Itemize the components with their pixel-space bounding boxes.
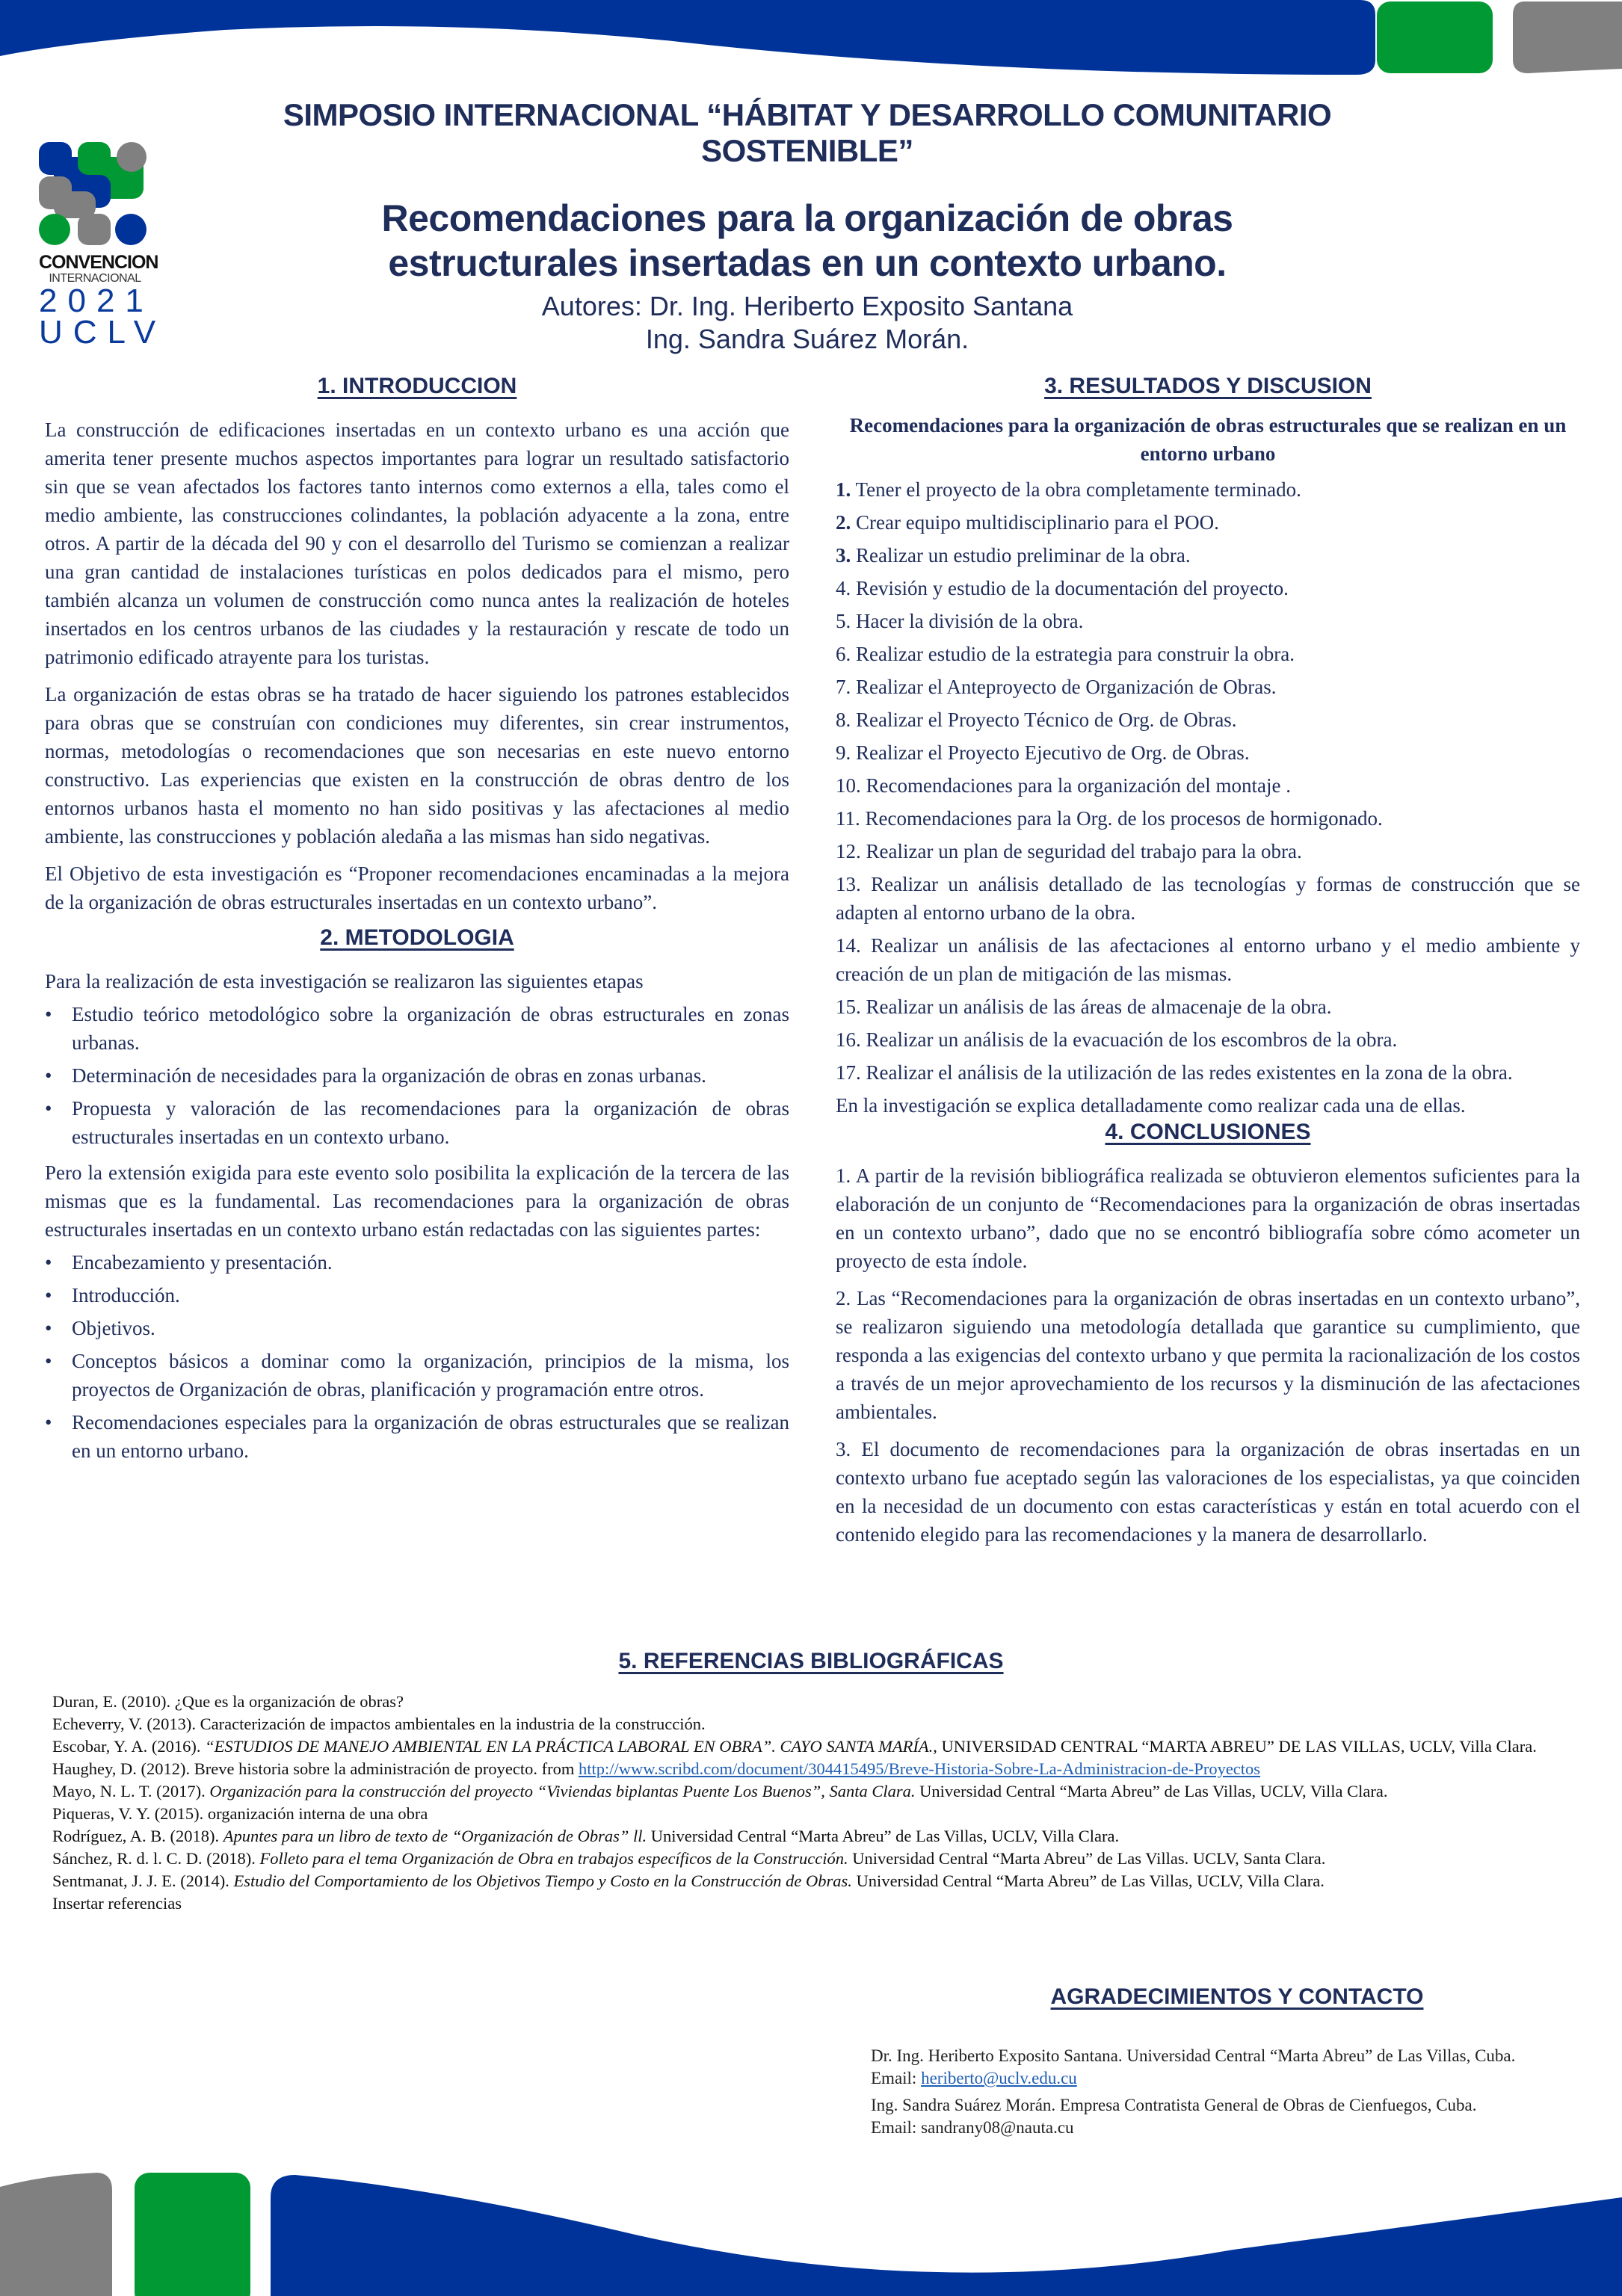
reference-text: Insertar referencias [52, 1894, 182, 1913]
poster-title-line1: Recomendaciones para la organización de obras [381, 197, 1233, 239]
recommendation-number: 10. [836, 774, 861, 797]
recommendation-number: 14. [836, 934, 861, 957]
method-paragraph: Pero la extensión exigida para este evento solo posibilita la explicación de la tercera de las mismas que es la fundamental. Las recomendaciones para la organización de obras estructurales insertadas en un contexto urbano están redactadas con las siguientes partes: [45, 1161, 789, 1241]
recommendation-item [836, 607, 1580, 635]
conclusion-item: 2. Las “Recomendaciones para la organización de obras insertadas en un contexto urbano”, se realizaron siguiendo una metodología detallada que garantice su cumplimiento, que responda a las exigencias del contexto urbano y que permita la racionalización de los costos a través de un mejor aprovechamiento de los recursos y la disminución de las afectaciones ambientales. [836, 1287, 1580, 1423]
contact-info [871, 2045, 1603, 2144]
recommendation-item [836, 508, 1580, 537]
reference-text: Escobar, Y. A. (2016). [52, 1737, 206, 1756]
reference-text: Sentmanat, J. J. E. (2014). [52, 1871, 234, 1890]
recommendation-number: 8. [836, 709, 851, 731]
email2-text: sandrany08@nauta.cu [921, 2118, 1074, 2137]
intro-objective: El Objetivo de esta investigación es “Proponer recomendaciones encaminadas a la mejora de la organización de obras estructurales insertadas en un contexto urbano”. [45, 862, 789, 913]
reference-publisher: , UNIVERSIDAD CENTRAL “MARTA ABREU” DE LAS VILLAS, UCLV, Villa Clara. [933, 1737, 1537, 1756]
reference-link[interactable]: http://www.scribd.com/document/304415495/Breve-Historia-Sobre-La-Administracion-de-Proyectos [578, 1759, 1261, 1778]
recommendation-number: 2. [836, 511, 851, 534]
recommendation-item [836, 931, 1580, 988]
logo-text-convencion: CONVENCION [39, 252, 158, 273]
method-part-item: • Objetivos. [45, 1314, 789, 1342]
reference-text: Echeverry, V. (2013). Caracterización de impactos ambientales en la industria de la construcción. [52, 1715, 706, 1733]
recommendation-text: Realizar el análisis de la utilización de las redes existentes en la zona de la obra. [860, 1061, 1513, 1084]
method-stage-item: • Determinación de necesidades para la organización de obras en zonas urbanas. [45, 1061, 789, 1090]
recommendation-item [836, 475, 1580, 504]
reference-item [52, 1870, 1577, 1892]
recommendation-text: Crear equipo multidisciplinario para el POO. [851, 511, 1219, 534]
contact-heading: AGRADECIMIENTOS Y CONTACTO [1050, 1984, 1424, 2009]
results-heading: 3. RESULTADOS Y DISCUSION [1044, 374, 1372, 398]
recommendation-item [836, 837, 1580, 865]
recommendation-text: Recomendaciones para la organización del montaje . [860, 774, 1292, 797]
references-list [52, 1691, 1577, 1915]
recommendation-text: Realizar el Anteproyecto de Organización de Obras. [851, 676, 1277, 698]
recommendation-item [836, 1058, 1580, 1087]
intro-paragraph: La organización de estas obras se ha tratado de hacer siguiendo los patrones establecidos para obras que se construían con condiciones muy diferentes, sin crear instrumentos, normas, metodologías o recomendaciones que son necesarias en este nuevo entorno constructivo. Las experiencias que existen en la construcción de obras dentro de los entornos urbanos hasta el momento no han sido positivas y las afectaciones al medio ambiente, las construcciones y población aledaña a las mismas han sido negativas. [45, 683, 789, 848]
logo-text-internacional: INTERNACIONAL [49, 272, 141, 285]
symposium-title [224, 97, 1390, 169]
recommendation-number: 3. [836, 544, 851, 567]
reference-item [52, 1825, 1577, 1848]
recommendation-item [836, 706, 1580, 734]
method-part-item: • Introducción. [45, 1281, 789, 1309]
references-heading: 5. REFERENCIAS BIBLIOGRÁFICAS [618, 1649, 1004, 1673]
conclusions-heading: 4. CONCLUSIONES [1105, 1120, 1311, 1144]
recommendation-text: Tener el proyecto de la obra completamente terminado. [851, 478, 1301, 501]
reference-item [52, 1713, 1577, 1735]
recommendation-item [836, 771, 1580, 800]
method-stages-list [45, 1000, 789, 1151]
recommendation-text: Hacer la división de la obra. [851, 610, 1084, 632]
convention-logo [39, 142, 167, 351]
method-stage-item: • Propuesta y valoración de las recomendaciones para la organización de obras estructurales insertadas en un contexto urbano. [45, 1094, 789, 1151]
results-subheading: Recomendaciones para la organización de obras estructurales que se realizan en un entorno urbano [849, 414, 1567, 465]
symposium-title-line1: SIMPOSIO INTERNACIONAL “HÁBITAT Y DESARROLLO COMUNITARIO [283, 97, 1332, 132]
authors-line1: Autores: Dr. Ing. Heriberto Exposito Santana [541, 291, 1073, 321]
method-part-item: • Encabezamiento y presentación. [45, 1248, 789, 1277]
recommendation-text: Recomendaciones para la Org. de los procesos de hormigonado. [860, 807, 1383, 830]
reference-publisher: Universidad Central “Marta Abreu” de Las Villas, UCLV, Villa Clara. [851, 1871, 1325, 1890]
reference-item [52, 1780, 1577, 1803]
contact-email1-row [871, 2067, 1603, 2090]
intro-paragraph: La construcción de edificaciones insertadas en un contexto urbano es una acción que amerita tener presente muchos aspectos importantes para lograr un resultado satisfactorio sin que se vean afectados los factores tanto internos como externos a ella, tales como el medio ambiente, las construcciones colindantes, la población adyacente a la zona, entre otros. A partir de la década del 90 y con el desarrollo del Turismo se comienzan a realizar una gran cantidad de instalaciones turísticas en polos dedicados para el mismo, pero también alcanza un volumen de construcción como nunca antes la realización de hoteles insertados en los centros urbanos de las ciudades y la restauración y rescate de todo un patrimonio edificado atrayente para los turistas. [45, 419, 789, 668]
recommendation-text: Realizar un análisis de las áreas de almacenaje de la obra. [860, 996, 1332, 1018]
reference-item [52, 1691, 1577, 1713]
conclusion-item: 3. El documento de recomendaciones para la organización de obras insertadas en un contexto urbano fue aceptado según las valoraciones de los especialistas, ya que coinciden en la necesidad de un documento con estas características y están en total acuerdo con el contenido elegido para las recomendaciones y la manera de desarrollarlo. [836, 1438, 1580, 1546]
right-column [836, 374, 1580, 1558]
method-parts-list [45, 1248, 789, 1465]
recommendation-text: Realizar un análisis de las afectaciones al entorno urbano y el medio ambiente y creación de un plan de mitigación de las mismas. [836, 934, 1580, 985]
poster-title-line2: estructurales insertadas en un contexto urbano. [388, 242, 1227, 284]
recommendation-item [836, 541, 1580, 570]
reference-title: Organización para la construcción del proyecto “Viviendas biplantas Puente Los Buenos”, Santa Clara. [209, 1782, 916, 1800]
top-green-block [1377, 1, 1493, 73]
reference-publisher: Universidad Central “Marta Abreu” de Las Villas, UCLV, Villa Clara. [915, 1782, 1388, 1800]
recommendation-text: Realizar un análisis de la evacuación de los escombros de la obra. [860, 1028, 1398, 1051]
reference-item [52, 1848, 1577, 1870]
results-closing: En la investigación se explica detalladamente como realizar cada una de ellas. [836, 1094, 1466, 1117]
recommendation-item [836, 640, 1580, 668]
contact-email2-row [871, 2117, 1603, 2139]
reference-item [52, 1758, 1577, 1780]
contact-author1: Dr. Ing. Heriberto Exposito Santana. Universidad Central “Marta Abreu” de Las Villas, Cuba. [871, 2046, 1516, 2065]
poster-title [224, 196, 1390, 286]
recommendation-text: Realizar estudio de la estrategia para construir la obra. [851, 643, 1295, 665]
recommendation-number: 16. [836, 1028, 861, 1051]
reference-item [52, 1892, 1577, 1915]
reference-title: Apuntes para un libro de texto de “Organización de Obras” ll. [223, 1827, 647, 1845]
recommendation-item [836, 738, 1580, 767]
recommendation-text: Realizar el Proyecto Técnico de Org. de Obras. [851, 709, 1237, 731]
recommendations-list [836, 475, 1580, 1087]
authors-line2: Ing. Sandra Suárez Morán. [645, 324, 969, 354]
method-part-item: • Recomendaciones especiales para la organización de obras estructurales que se realizan en un entorno urbano. [45, 1408, 789, 1465]
recommendation-text: Realizar el Proyecto Ejecutivo de Org. de Obras. [851, 741, 1250, 764]
recommendation-item [836, 804, 1580, 833]
recommendation-number: 11. [836, 807, 860, 830]
reference-title: Folleto para el tema Organización de Obra en trabajos específicos de la Construcción. [259, 1849, 848, 1868]
reference-publisher: Universidad Central “Marta Abreu” de Las Villas, UCLV, Villa Clara. [647, 1827, 1120, 1845]
reference-item [52, 1735, 1577, 1758]
recommendation-number: 6. [836, 643, 851, 665]
recommendation-number: 4. [836, 577, 851, 599]
left-column [45, 374, 789, 1472]
logo-mark [39, 142, 151, 247]
reference-text: Rodríguez, A. B. (2018). [52, 1827, 223, 1845]
method-intro: Para la realización de esta investigación se realizaron las siguientes etapas [45, 970, 644, 993]
symposium-title-line2: SOSTENIBLE” [701, 133, 913, 168]
recommendation-number: 17. [836, 1061, 861, 1084]
authors [224, 290, 1390, 356]
email1-link[interactable]: heriberto@uclv.edu.cu [921, 2069, 1077, 2087]
intro-heading: 1. INTRODUCCION [317, 374, 517, 398]
recommendation-number: 5. [836, 610, 851, 632]
bottom-banner-graphic [0, 2152, 1622, 2296]
contact-author2: Ing. Sandra Suárez Morán. Empresa Contratista General de Obras de Cienfuegos, Cuba. [871, 2096, 1477, 2114]
bottom-wave-shape [271, 2175, 1622, 2296]
top-gray-block [1513, 1, 1622, 73]
recommendation-number: 12. [836, 840, 861, 862]
logo-text-uclv: UCLV [39, 314, 167, 351]
reference-publisher: Universidad Central “Marta Abreu” de Las Villas. UCLV, Santa Clara. [848, 1849, 1326, 1868]
recommendation-item [836, 870, 1580, 927]
recommendation-text: Realizar un estudio preliminar de la obra. [851, 544, 1191, 567]
recommendation-item [836, 673, 1580, 701]
conclusion-item: 1. A partir de la revisión bibliográfica realizada se obtuvieron elementos suficientes para la elaboración de un conjunto de “Recomendaciones para la organización de obras insertadas en un contexto urbano”, dado que no se encontró bibliografía sobre cómo acometer un proyecto de esta índole. [836, 1164, 1580, 1272]
logo-text-year: 2021 [39, 283, 154, 319]
bottom-gray-block [0, 2173, 112, 2296]
recommendation-text: Realizar un plan de seguridad del trabajo para la obra. [860, 840, 1302, 862]
bottom-green-block [135, 2173, 250, 2296]
recommendation-item [836, 1025, 1580, 1054]
method-stage-item: • Estudio teórico metodológico sobre la organización de obras estructurales en zonas urbanas. [45, 1000, 789, 1057]
top-banner-graphic [0, 0, 1622, 97]
top-wave-shape [0, 0, 1375, 75]
reference-title: Estudio del Comportamiento de los Objetivos Tiempo y Costo en la Construcción de Obras. [233, 1871, 852, 1890]
reference-item [52, 1803, 1577, 1825]
recommendation-number: 7. [836, 676, 851, 698]
recommendation-number: 15. [836, 996, 861, 1018]
reference-text: Sánchez, R. d. l. C. D. (2018). [52, 1849, 260, 1868]
recommendation-item [836, 574, 1580, 602]
email2-label: Email: [871, 2118, 922, 2137]
recommendation-text: Realizar un análisis detallado de las tecnologías y formas de construcción que se adapten al entorno urbano de la obra. [836, 873, 1580, 924]
reference-text: Mayo, N. L. T. (2017). [52, 1782, 210, 1800]
recommendation-text: Revisión y estudio de la documentación del proyecto. [851, 577, 1289, 599]
reference-title: “ESTUDIOS DE MANEJO AMBIENTAL EN LA PRÁCTICA LABORAL EN OBRA”. CAYO SANTA MARÍA. [205, 1737, 934, 1756]
reference-text: Duran, E. (2010). ¿Que es la organización de obras? [52, 1692, 404, 1711]
recommendation-number: 1. [836, 478, 851, 501]
reference-text: Haughey, D. (2012). Breve historia sobre la administración de proyecto. from [52, 1759, 579, 1778]
recommendation-item [836, 993, 1580, 1021]
recommendation-number: 13. [836, 873, 861, 895]
recommendation-number: 9. [836, 741, 851, 764]
email1-label: Email: [871, 2069, 922, 2087]
reference-text: Piqueras, V. Y. (2015). organización interna de una obra [52, 1804, 428, 1823]
method-part-item: • Conceptos básicos a dominar como la organización, principios de la misma, los proyectos de Organización de obras, planificación y programación entre otros. [45, 1347, 789, 1404]
method-heading: 2. METODOLOGIA [320, 925, 514, 950]
